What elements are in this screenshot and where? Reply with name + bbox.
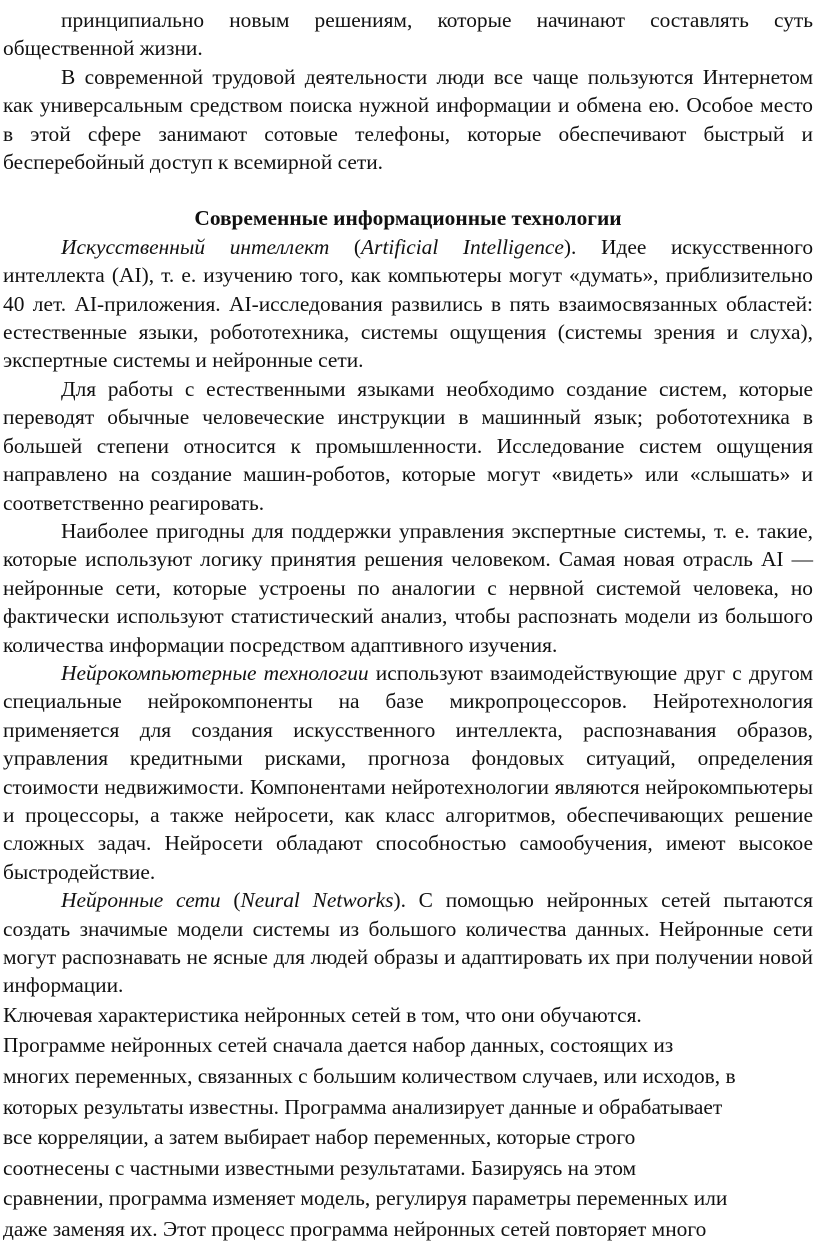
paren-open: ( xyxy=(220,888,241,913)
paragraph-natural-languages: Для работы с естественными языками необходимо создание систем, которые переводят обычные человеческие инструкции в машинный язык; робототехника в большей степени относится к промышленности. Исследование систем ощущения направлено на создание машин-роботов, которые могут «видеть» или «слышать» и соответственно реагировать. xyxy=(3,376,813,515)
paragraph-training-process xyxy=(3,1030,813,1244)
paragraph-continuation: принципиально новым решениям, которые начинают составлять суть общественной жизни. xyxy=(3,8,813,61)
text-line: которых результаты известны. Программа анализирует данные и обрабатывает xyxy=(3,1094,723,1119)
paragraph-neurocomputing xyxy=(3,659,813,886)
blank-line xyxy=(3,176,813,204)
term-neural-networks: Нейронные сети xyxy=(61,888,221,913)
paragraph-ai xyxy=(3,233,813,375)
paragraph-neural-networks xyxy=(3,886,813,1000)
term-ai: Искусственный интеллект xyxy=(61,234,330,259)
text-line: Программе нейронных сетей сначала дается набор данных, состоящих из xyxy=(3,1033,674,1058)
text-line: даже заменяя их. Этот процесс программа нейронных сетей повторяет много xyxy=(3,1216,707,1241)
paragraph-neural-networks-text: ). С помощью нейронных сетей пытаются создать значимые модели системы из большого количества данных. Нейронные сети могут распознавать не ясные для людей образы и адаптировать их при получении новой информации. xyxy=(3,888,813,998)
text-line: все корреляции, а затем выбирает набор переменных, которые строго xyxy=(3,1125,636,1150)
text-line: соотнесены с частными известными результатами. Базируясь на этом xyxy=(3,1155,637,1180)
paragraph-expert-systems: Наиболее пригодны для поддержки управления экспертные системы, т. е. такие, которые используют логику принятия решения человеком. Самая новая отрасль AI — нейронные сети, которые устроены по аналогии с нервной системой человека, но фактически используют статистический анализ, чтобы распознать модели из большого количества информации посредством адаптивного изучения. xyxy=(3,518,813,657)
text-line: сравнении, программа изменяет модель, регулируя параметры переменных или xyxy=(3,1186,728,1211)
section-heading: Современные информационные технологии xyxy=(194,206,622,231)
term-ai-en: Artificial Intelligence xyxy=(361,234,564,259)
paragraph-ai-text: ). Идее искусственного интеллекта (AI), т. е. изучению того, как компьютеры могут «думать», приблизительно 40 лет. AI-приложения. AI-исследования развились в пять взаимосвязанных областей: естественные языки, робототехника, системы ощущения (системы зрения и слуха), экспертные системы и нейронные сети. xyxy=(3,234,814,373)
term-neurocomputing: Нейрокомпьютерные технологии xyxy=(61,660,369,685)
text-line: многих переменных, связанных с большим количеством случаев, или исходов, в xyxy=(3,1064,736,1088)
paragraph-key-feature: Ключевая характеристика нейронных сетей в том, что они обучаются. xyxy=(3,1002,642,1027)
paragraph-neurocomputing-text: используют взаимодействующие друг с другом специальные нейрокомпоненты на базе микропроцессоров. Нейротехнология применяется для создания искусственного интеллекта, распознавания образов, управления кредитными рисками, прогноза фондовых ситуаций, определения стоимости недвижимости. Компонентами нейротехнологии являются нейрокомпьютеры и процессоры, а также нейросети, как класс алгоритмов, обеспечивающих решение сложных задач. Нейросети обладают способностью самообучения, имеют высокое быстродействие. xyxy=(3,660,813,884)
term-neural-networks-en: Neural Networks xyxy=(240,888,394,913)
paragraph-internet: В современной трудовой деятельности люди все чаще пользуются Интернетом как универсальным средством поиска нужной информации и обмена ею. Особое место в этой сфере занимают сотовые телефоны, которые обеспечивают быстрый и бесперебойный доступ к всемирной сети. xyxy=(3,64,813,175)
paren-open: ( xyxy=(329,234,362,259)
